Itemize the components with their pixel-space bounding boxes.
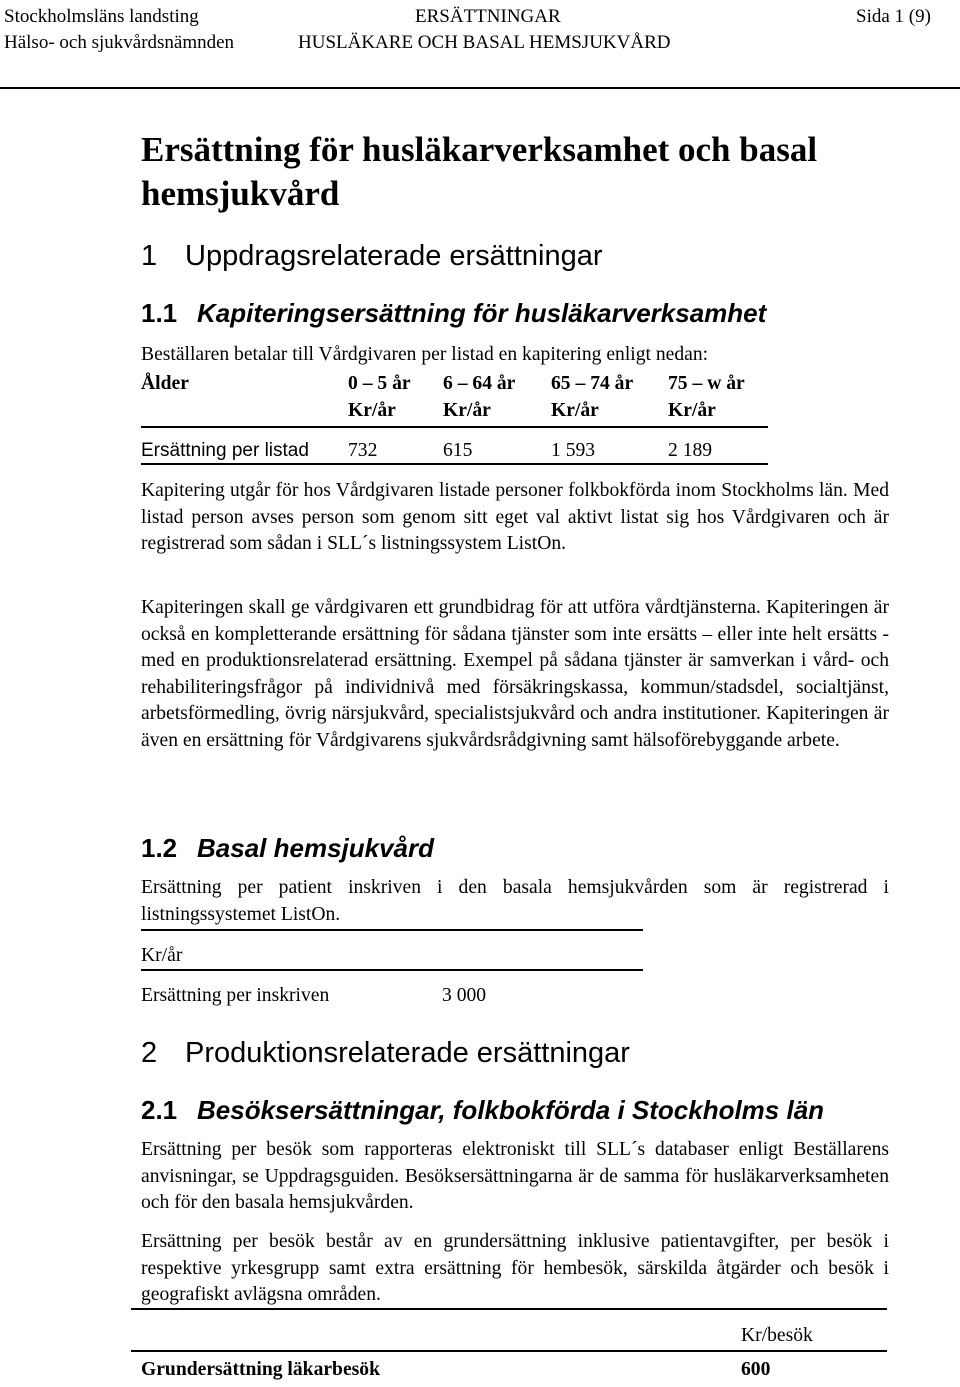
section-1-1-intro: Beställaren betalar till Vårdgivaren per listad en kapitering enligt nedan: <box>141 344 709 365</box>
section-1-title: Uppdragsrelaterade ersättningar <box>185 240 603 272</box>
header-rule <box>0 87 960 89</box>
age-column-65-74: 65 – 74 år <box>551 373 634 394</box>
header-org-line1: Stockholmsläns landsting <box>4 6 199 27</box>
home-care-table-top-rule <box>141 929 643 931</box>
document-title: Ersättning för husläkarverksamhet och basal hemsjukvård <box>141 130 818 213</box>
section-1-1-paragraph-1: Kapitering utgår för hos Vårdgivaren listade personer folkbokförda inom Stockholms län. Med listad person avses person som genom sitt eget val aktivt listat sig hos Vårdgivaren och är registrerad som sådan i SLL´s listningssystem ListOn. <box>141 480 889 555</box>
section-1-2-paragraph: Ersättning per patient inskriven i den basala hemsjukvården som är registrerad i listningssystemet ListOn. <box>141 877 889 925</box>
section-2-1-heading <box>141 1093 824 1127</box>
unit-column-6-64: Kr/år <box>443 400 491 421</box>
unit-column-65-74: Kr/år <box>551 400 599 421</box>
header-org-line2: Hälso- och sjukvårdsnämnden <box>4 32 235 53</box>
value-75-w: 2 189 <box>668 440 713 461</box>
visit-table-top-rule <box>131 1308 887 1310</box>
section-2-1-title: Besöksersättningar, folkbokförda i Stockholms län <box>197 1095 825 1125</box>
table-header-rule <box>141 426 768 428</box>
unit-column-0-5: Kr/år <box>348 400 396 421</box>
home-care-row-label: Ersättning per inskriven <box>141 985 330 1006</box>
value-0-5: 732 <box>348 440 378 461</box>
home-care-unit: Kr/år <box>141 945 183 966</box>
section-1-2-heading <box>141 831 434 865</box>
section-1-1-heading <box>141 296 766 330</box>
header-document <box>298 4 670 56</box>
section-2-1-paragraph-2: Ersättning per besök består av en grundersättning inklusive patientavgifter, per besök i respektive yrkesgrupp samt extra ersättning för hembesök, särskilda åtgärder och besök i geografiskt avlägsna områden. <box>141 1231 889 1306</box>
header-doc-line2: HUSLÄKARE OCH BASAL HEMSJUKVÅRD <box>298 32 671 53</box>
section-1-2-title: Basal hemsjukvård <box>197 833 435 863</box>
table-row-label: Ersättning per listad <box>141 440 309 461</box>
value-6-64: 615 <box>443 440 473 461</box>
unit-column-75-w: Kr/år <box>668 400 716 421</box>
header-page-number <box>856 4 931 30</box>
section-2-1-paragraph-1: Ersättning per besök som rapporteras elektroniskt till SLL´s databaser enligt Beställarens anvisningar, se Uppdragsguiden. Besöksersättningarna är de samma för husläkarverksamheten och för den basala hemsjukvården. <box>141 1139 889 1214</box>
section-1-2-number: 1.2 <box>141 833 178 863</box>
age-column-6-64: 6 – 64 år <box>443 373 516 394</box>
visit-table-row-label: Grundersättning läkarbesök <box>141 1359 380 1380</box>
section-2-number: 2 <box>141 1037 158 1069</box>
age-column-75-w: 75 – w år <box>668 373 745 394</box>
section-1-1-number: 1.1 <box>141 298 178 328</box>
age-column-0-5: 0 – 5 år <box>348 373 411 394</box>
header-doc-line1: ERSÄTTNINGAR <box>415 6 561 27</box>
section-2-heading <box>141 1035 630 1071</box>
home-care-value: 3 000 <box>442 985 487 1006</box>
visit-table-mid-rule <box>131 1350 887 1352</box>
table-bottom-rule <box>141 463 768 465</box>
table-age-header: Ålder <box>141 373 189 394</box>
section-1-number: 1 <box>141 240 158 272</box>
value-65-74: 1 593 <box>551 440 596 461</box>
section-1-1-paragraph-2: Kapiteringen skall ge vårdgivaren ett grundbidrag för att utföra vårdtjänsterna. Kapiteringen är också en kompletterande ersättning för sådana tjänster som inte ersätts – eller inte helt ersätts - med en produktionsrelaterad ersättning. Exempel på sådana tjänster är samverkan i vård- och rehabiliteringsfrågor på individnivå med försäkringskassa, kommun/stadsdel, socialtjänst, arbetsförmedling, övrig närsjukvård, specialistsjukvård och andra institutioner. Kapiteringen är även en ersättning för Vårdgivarens sjukvårdsrådgivning samt hälsoförebyggande arbete. <box>141 597 889 751</box>
home-care-table-mid-rule <box>141 969 643 971</box>
section-2-title: Produktionsrelaterade ersättningar <box>185 1037 630 1069</box>
section-1-heading <box>141 238 603 274</box>
page-number: Sida 1 (9) <box>856 6 931 27</box>
visit-table-unit: Kr/besök <box>741 1325 813 1346</box>
section-1-1-title: Kapiteringsersättning för husläkarverksamhet <box>197 298 767 328</box>
visit-table-value: 600 <box>741 1359 771 1380</box>
header-organization <box>4 4 234 56</box>
section-2-1-number: 2.1 <box>141 1095 178 1125</box>
